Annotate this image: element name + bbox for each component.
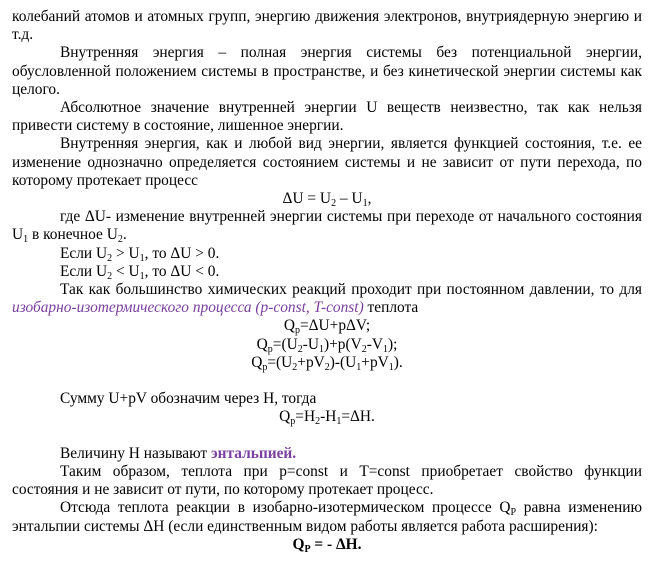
spacer	[12, 427, 642, 445]
equation-qp-3: $Q_p=(U_2+pV_2)-(U_1+pV_1)$.	[251, 353, 403, 373]
term-enthalpy: энтальпией.	[210, 444, 297, 462]
paragraph-conclusion: Таким образом, теплота при p=const и T=const приобретает свойство функции состояния и не зависит от пути, по которому протекает процесс.	[12, 463, 642, 499]
document-page	[12, 8, 642, 554]
paragraph-delta-u-explanation: где ΔU- изменение внутренней энергии системы при переходе от начального состояния $U_1$ в конечное $U_2$.	[12, 208, 642, 246]
equation-qp-final: $Q_P$ = - ΔH.	[292, 535, 362, 555]
paragraph-heat-reaction: Отсюда теплота реакции в изобарно-изотермическом процессе $Q_P$ равна изменению энтальпии системы ΔH (если единственным видом работы является работа расширения):	[12, 499, 643, 535]
condition-positive: Если $U_2 > U_1$, то ΔU > 0.	[60, 244, 220, 264]
condition-negative: Если $U_2 < U_1$, то ΔU < 0.	[60, 262, 220, 282]
equation-qp-enthalpy: $Q_p=H_2-H_1=\Delta H$.	[279, 408, 375, 428]
equation-delta-u: $\Delta U = U_2 - U_1$,	[282, 190, 372, 210]
paragraph-internal-energy-definition: Внутренняя энергия – полная энергия системы без потенциальной энергии, обусловленной положением системы в пространстве, и без кинетической энергии системы как целого.	[12, 44, 642, 98]
paragraph-isobaric-process: Так как большинство химических реакций проходит при постоянном давлении, то для изобарно-изотермического процесса (p-const, T-const) теплота	[12, 281, 642, 317]
paragraph-enthalpy-name: Величину H называют энтальпией.	[60, 444, 297, 462]
term-isobaric-process: изобарно-изотермического процесса (p-const, T-const)	[12, 299, 364, 317]
paragraph-enthalpy-sum: Сумму U+pV обозначим через H, тогда	[60, 390, 317, 408]
paragraph-state-function: Внутренняя энергия, как и любой вид энергии, является функцией состояния, т.е. ее изменение однозначно определяется состоянием системы и не зависит от пути перехода, по которому протекает процесс	[12, 135, 642, 189]
equation-qp-1: $Q_p=\Delta U+p\Delta V$;	[283, 317, 371, 337]
equation-qp-2: $Q_p=(U_2-U_1)+p(V_2-V_1)$;	[256, 335, 398, 355]
paragraph-absolute-value: Абсолютное значение внутренней энергии U веществ неизвестно, так как нельзя привести систему в состояние, лишенное энергии.	[12, 99, 642, 135]
spacer	[12, 372, 642, 390]
paragraph-continuation: колебаний атомов и атомных групп, энергию движения электронов, внутриядерную энергию и т.д.	[12, 8, 642, 44]
